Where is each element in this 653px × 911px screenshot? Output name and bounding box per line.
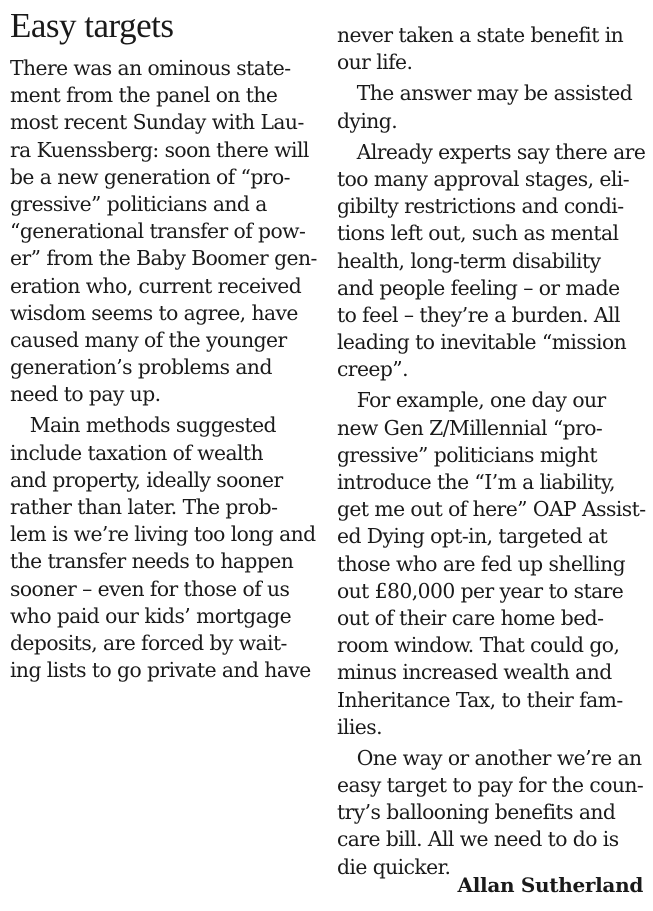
text-line: rather than later. The prob- [10, 495, 278, 519]
headline: Easy targets [10, 6, 174, 45]
text-line: who paid our kids’ mortgage [10, 603, 292, 628]
text-line: need to pay up. [10, 382, 161, 407]
text-line: new Gen Z/Millennial “pro- [337, 415, 603, 440]
text-line: introduce the “I’m a liability, [337, 470, 615, 494]
text-line: Inheritance Tax, to their fam- [337, 687, 623, 712]
text-line: gressive” politicians might [337, 442, 597, 467]
text-line: ed Dying opt-in, targeted at [337, 524, 608, 549]
text-line: deposits, are forced by wait- [10, 630, 287, 655]
text-line: ing lists to go private and have [10, 658, 311, 683]
text-line: wisdom seems to agree, have [10, 300, 298, 325]
text-line: generation’s problems and [10, 355, 272, 380]
paragraph [337, 387, 646, 740]
text-line: ra Kuenssberg: soon there will [10, 137, 309, 162]
text-line: gressive” politicians and a [10, 191, 267, 216]
text-line: health, long-term disability [337, 248, 601, 273]
text-line: sooner – even for those of us [10, 576, 290, 601]
text-line: Already experts say there are [356, 139, 646, 164]
text-line: ment from the panel on the [10, 83, 278, 108]
author-signature: Allan Sutherland [457, 873, 643, 897]
text-line: dying. [337, 108, 398, 133]
text-line: care bill. All we need to do is [337, 827, 619, 852]
text-line: tions left out, such as mental [337, 221, 619, 246]
text-line: There was an ominous state- [10, 56, 291, 80]
text-line: easy target to pay for the coun- [337, 773, 644, 798]
paragraph [10, 55, 319, 408]
text-line: too many approval stages, eli- [337, 166, 630, 191]
text-line: One way or another we’re an [356, 745, 642, 770]
text-line: be a new generation of “pro- [10, 164, 290, 189]
text-line: creep”. [337, 357, 409, 382]
text-line: those who are fed up shelling [337, 551, 626, 576]
text-line: most recent Sunday with Lau- [10, 110, 304, 135]
text-line: caused many of the younger [10, 327, 287, 352]
text-line: and property, ideally sooner [10, 467, 283, 492]
right-column [337, 0, 646, 881]
paragraph [337, 22, 646, 76]
text-line: the transfer needs to happen [10, 549, 294, 574]
paragraph [337, 80, 646, 134]
text-line: The answer may be assisted [356, 81, 633, 106]
text-line: never taken a state benefit in [337, 23, 624, 47]
paragraph [10, 412, 319, 684]
text-line: try’s ballooning benefits and [337, 800, 616, 825]
text-line: get me out of here” OAP Assist- [337, 497, 646, 522]
text-line: eration who, current received [10, 273, 302, 298]
text-line: include taxation of wealth [10, 440, 264, 465]
text-line: er” from the Baby Boomer gen- [10, 246, 317, 271]
text-line: and people feeling – or made [337, 275, 620, 300]
text-line: For example, one day our [356, 388, 606, 413]
text-line: out £80,000 per year to stare [337, 578, 624, 603]
paragraph [337, 139, 646, 384]
text-line: out of their care home bed- [337, 605, 604, 630]
text-line: to feel – they’re a burden. All [337, 302, 620, 327]
text-line: minus increased wealth and [337, 660, 612, 685]
paragraph [337, 745, 646, 881]
text-line: room window. That could go, [337, 633, 620, 658]
text-line: Main methods suggested [29, 413, 276, 438]
text-line: our life. [337, 50, 413, 75]
text-line: die quicker. [337, 854, 451, 879]
text-line: ilies. [337, 714, 383, 739]
left-column [10, 0, 319, 684]
text-line: leading to inevitable “mission [337, 330, 627, 355]
text-line: “generational transfer of pow- [10, 219, 306, 244]
text-line: gibilty restrictions and condi- [337, 194, 624, 219]
text-line: lem is we’re living too long and [10, 522, 316, 547]
